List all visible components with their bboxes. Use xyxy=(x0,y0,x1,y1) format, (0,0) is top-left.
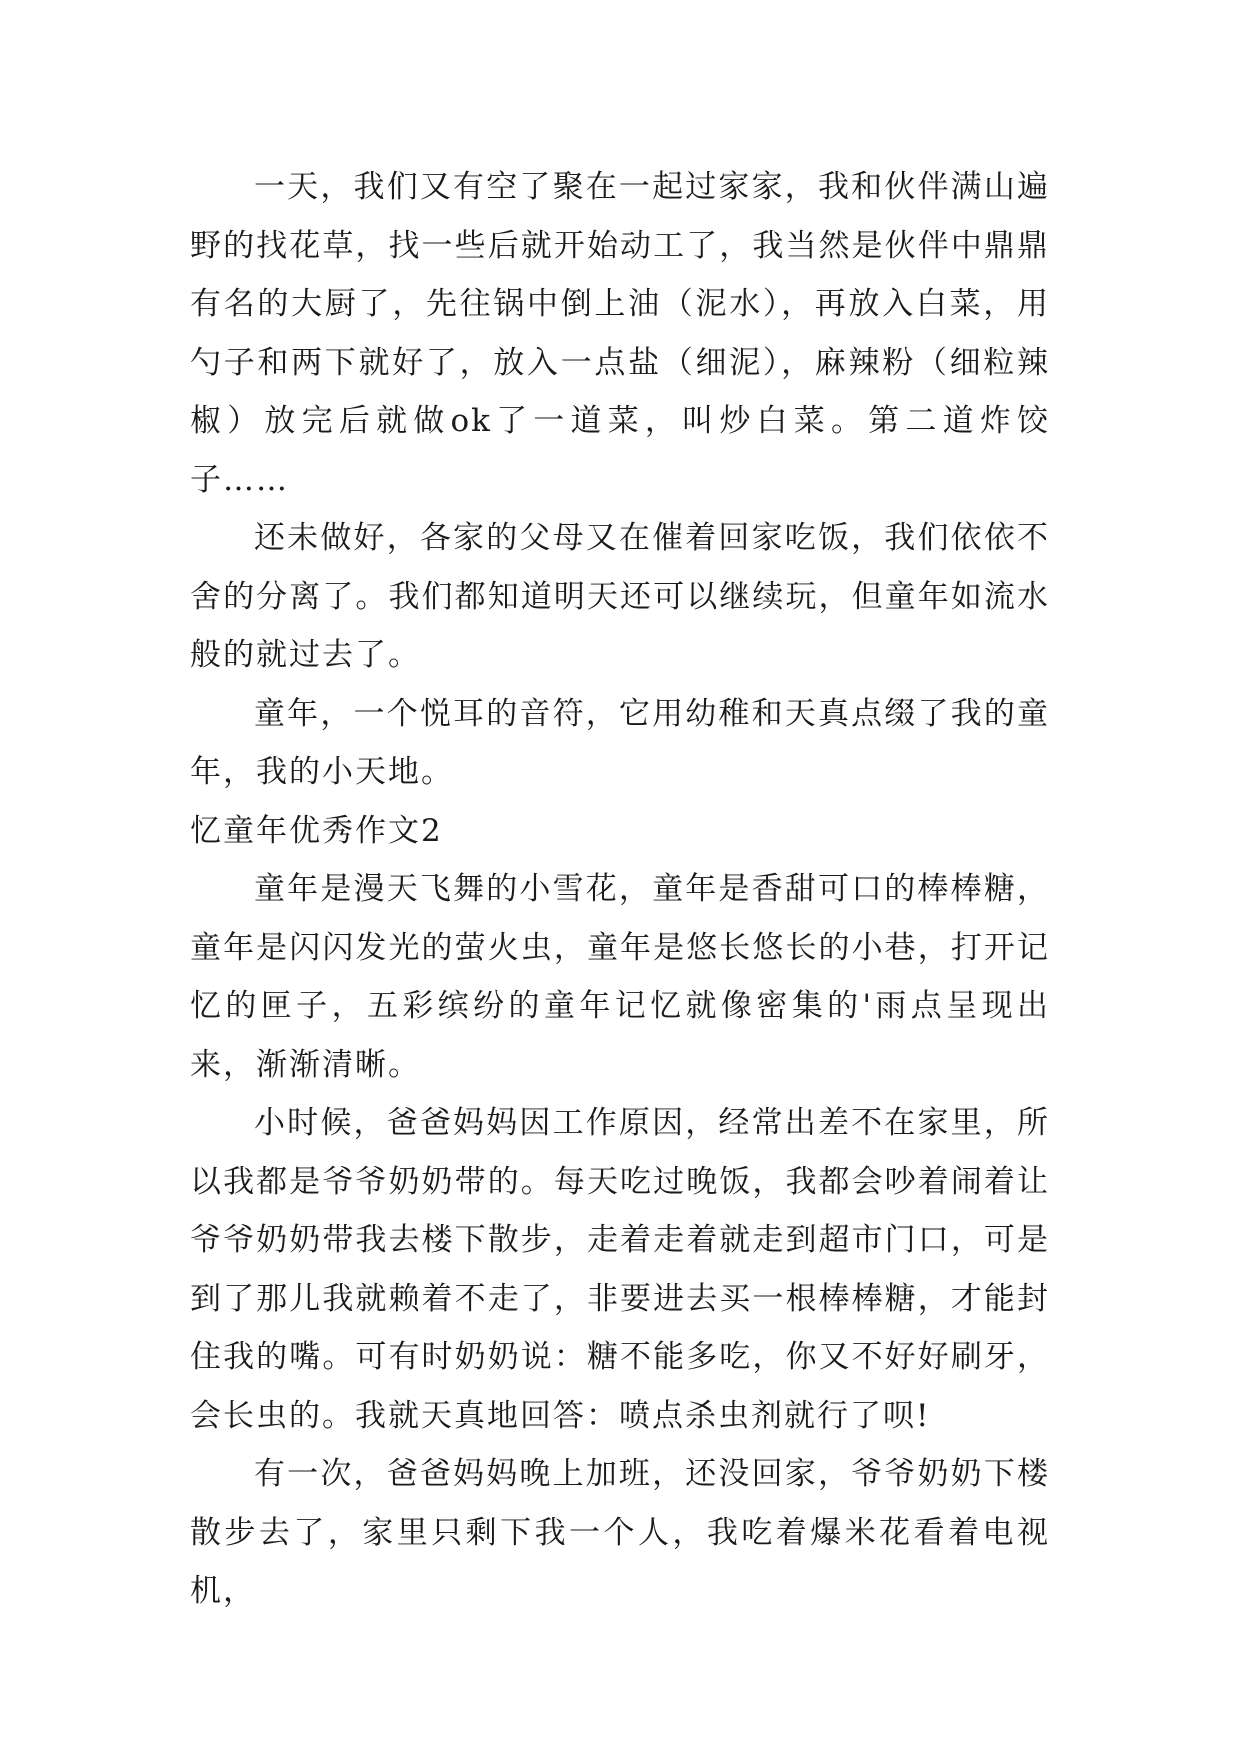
paragraph: 一天，我们又有空了聚在一起过家家，我和伙伴满山遍野的找花草，找一些后就开始动工了，我当然是伙伴中鼎鼎有名的大厨了，先往锅中倒上油（泥水），再放入白菜，用勺子和两下就好了，放入一点盐（细泥），麻辣粉（细粒辣椒）放完后就做ok了一道菜，叫炒白菜。第二道炸饺子…… xyxy=(190,169,1050,498)
paragraph: 童年是漫天飞舞的小雪花，童年是香甜可口的棒棒糖，童年是闪闪发光的萤火虫，童年是悠长悠长的小巷，打开记忆的匣子，五彩缤纷的童年记忆就像密集的'雨点呈现出来，渐渐清晰。 xyxy=(190,871,1050,1083)
paragraph: 童年，一个悦耳的音符，它用幼稚和天真点缀了我的童年，我的小天地。 xyxy=(190,695,1050,790)
paragraph: 还未做好，各家的父母又在催着回家吃饭，我们依依不舍的分离了。我们都知道明天还可以继续玩，但童年如流水般的就过去了。 xyxy=(190,520,1050,673)
section-title: 忆童年优秀作文2 xyxy=(190,812,443,849)
paragraph: 小时候，爸爸妈妈因工作原因，经常出差不在家里，所以我都是爷爷奶奶带的。每天吃过晚饭，我都会吵着闹着让爷爷奶奶带我去楼下散步，走着走着就走到超市门口，可是到了那儿我就赖着不走了，非要进去买一根棒棒糖，才能封住我的嘴。可有时奶奶说：糖不能多吃，你又不好好刷牙，会长虫的。我就天真地回答：喷点杀虫剂就行了呗! xyxy=(190,1105,1050,1434)
paragraph: 有一次，爸爸妈妈晚上加班，还没回家，爷爷奶奶下楼散步去了，家里只剩下我一个人，我吃着爆米花看着电视机， xyxy=(190,1456,1050,1609)
document-body xyxy=(190,158,1050,1621)
